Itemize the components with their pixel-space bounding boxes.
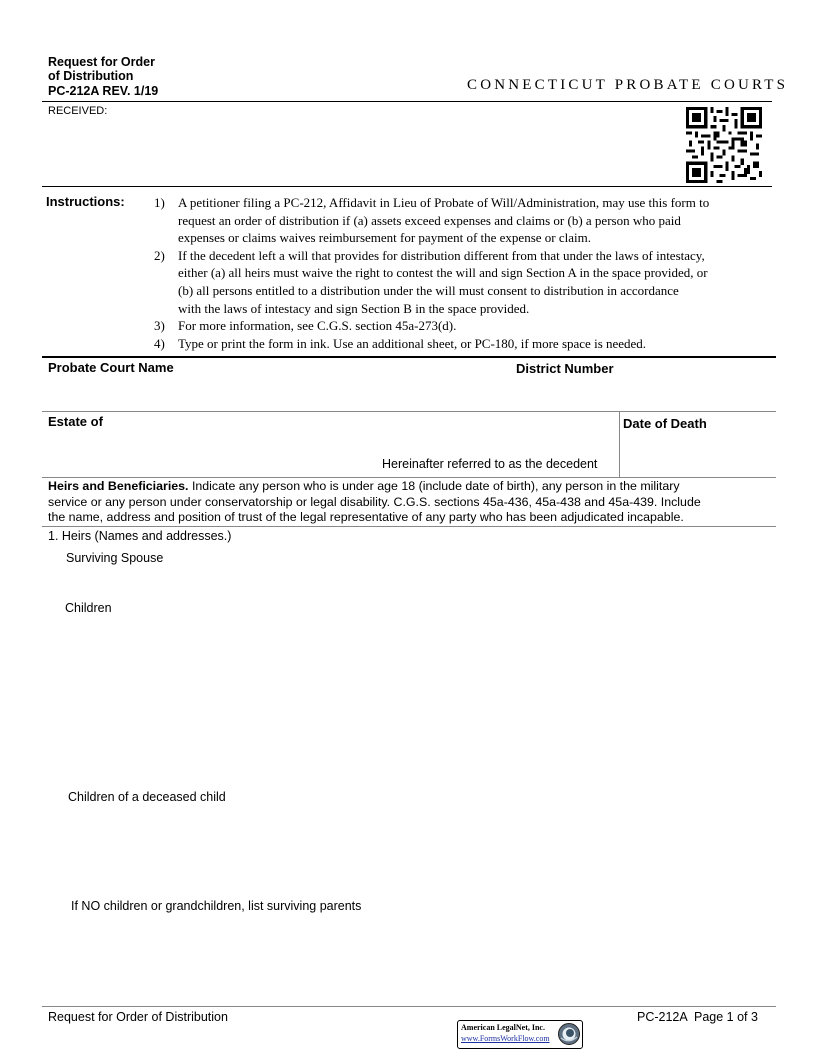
globe-icon xyxy=(557,1022,581,1046)
heirs-label: 1. Heirs (Names and addresses.) xyxy=(48,529,232,543)
footer-form-title: Request for Order of Distribution xyxy=(48,1010,228,1024)
heirs-rule xyxy=(42,477,776,478)
date-of-death-divider xyxy=(619,411,620,477)
instruction-text xyxy=(178,247,770,317)
instruction-number: 3) xyxy=(154,318,165,334)
instruction-number: 2) xyxy=(154,247,165,263)
instruction-text xyxy=(178,194,770,247)
qr-code-icon xyxy=(686,107,762,183)
instruction-text xyxy=(178,335,770,353)
footer-rule xyxy=(42,1006,776,1007)
children-deceased-child-field[interactable] xyxy=(68,808,768,896)
heirs-instruction-line3: the name, address and position of trust of the legal representative of any party who has been adjudicated incapable. xyxy=(48,510,684,525)
qr-rule xyxy=(42,186,772,187)
heirs-instruction-line2: service or any person under conservatorship or legal disability. C.G.S. sections 45a-436, 45a-438 and 45a-439. Include xyxy=(48,494,701,509)
heirs-instruction-line1: Indicate any person who is under age 18 (include date of birth), any person in the military xyxy=(188,479,680,493)
hereinafter-text: Hereinafter referred to as the decedent xyxy=(382,457,598,471)
footer-page-number: PC-212A Page 1 of 3 xyxy=(637,1010,758,1024)
estate-of-label: Estate of xyxy=(48,414,103,429)
instruction-number: 1) xyxy=(154,195,165,210)
children-label: Children xyxy=(65,601,112,615)
instruction-line: If the decedent left a will that provides for distribution different from that under the laws of intestacy, xyxy=(178,247,705,263)
district-number-field[interactable] xyxy=(516,378,772,408)
instruction-text xyxy=(178,317,770,335)
probate-court-name-label: Probate Court Name xyxy=(48,360,174,375)
surviving-spouse-field[interactable] xyxy=(66,568,766,598)
logo-website-link[interactable]: www.FormsWorkFlow.com xyxy=(461,1034,550,1043)
header-rule xyxy=(42,101,772,102)
surviving-parents-field[interactable] xyxy=(68,917,768,1001)
form-title-line1: Request for Order xyxy=(48,55,155,69)
instructions-label: Instructions: xyxy=(46,194,125,209)
heirs-list-rule xyxy=(42,526,776,527)
americanlegalnet-logo[interactable] xyxy=(457,1020,583,1049)
surviving-parents-label: If NO children or grandchildren, list surviving parents xyxy=(71,899,362,913)
instruction-line: with the laws of intestacy and sign Section B in the space provided. xyxy=(178,300,530,316)
instruction-line: either (a) all heirs must waive the right to contest the will and sign Section A in the space provided, or xyxy=(178,265,708,281)
date-of-death-field[interactable] xyxy=(623,433,773,473)
form-number: PC-212A REV. 1/19 xyxy=(48,84,159,98)
court-name: CONNECTICUT PROBATE COURTS xyxy=(467,77,789,93)
instruction-line: request an order of distribution if (a) assets exceed expenses and claims or (b) a person who paid xyxy=(178,212,681,228)
instruction-line: For more information, see C.G.S. section 45a-273(d). xyxy=(178,318,457,334)
estate-of-field[interactable] xyxy=(48,431,613,455)
probate-court-name-field[interactable] xyxy=(48,378,508,408)
logo-company-name: American LegalNet, Inc. xyxy=(461,1023,545,1032)
date-of-death-label: Date of Death xyxy=(623,416,707,431)
district-number-label: District Number xyxy=(516,361,614,376)
instruction-line: (b) all persons entitled to a distribution under the will must consent to distribution in accordance xyxy=(178,282,679,298)
instruction-line: Type or print the form in ink. Use an additional sheet, or PC-180, if more space is needed. xyxy=(178,335,647,351)
estate-rule xyxy=(42,411,776,412)
instruction-number: 4) xyxy=(154,335,165,351)
heirs-beneficiaries-text xyxy=(48,479,776,526)
section-rule xyxy=(42,356,776,358)
received-label: RECEIVED: xyxy=(48,105,108,117)
instruction-line: expenses or claims waives reimbursement for payment of the expense or claim. xyxy=(178,230,591,246)
heirs-beneficiaries-heading: Heirs and Beneficiaries. xyxy=(48,479,189,493)
instruction-line: A petitioner filing a PC-212, Affidavit in Lieu of Probate of Will/Administration, may use this form to xyxy=(178,195,710,210)
surviving-spouse-label: Surviving Spouse xyxy=(66,551,164,565)
form-title-line2: of Distribution xyxy=(48,69,134,83)
children-deceased-child-label: Children of a deceased child xyxy=(68,790,226,804)
children-field[interactable] xyxy=(66,618,766,786)
